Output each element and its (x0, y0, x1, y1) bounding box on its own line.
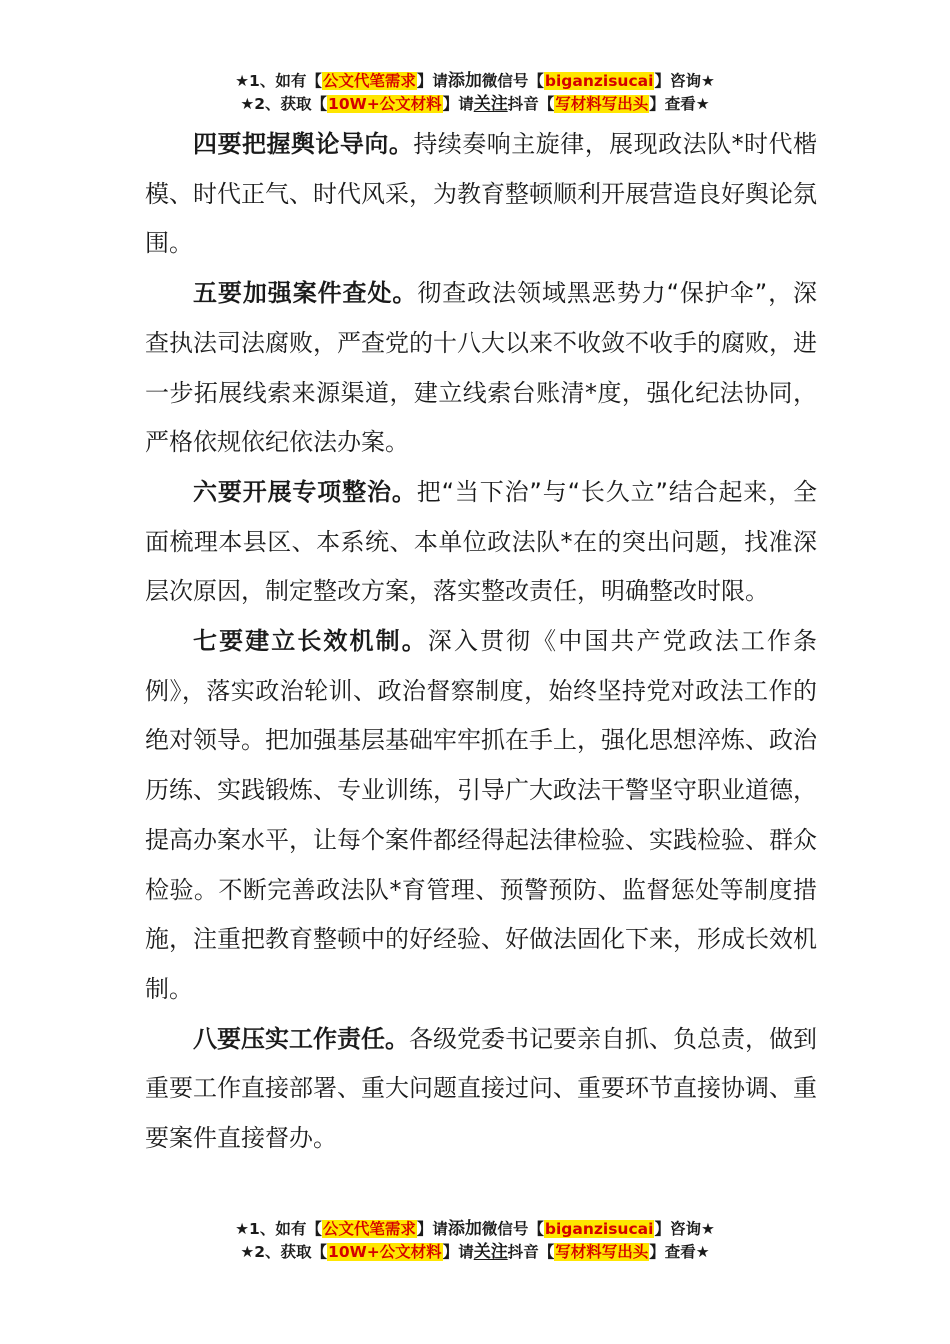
banner-text: 】查看★ (649, 95, 710, 113)
paragraph-8 (145, 1015, 817, 1164)
banner-highlight: biganzisucai (544, 1220, 654, 1238)
paragraph-6 (145, 468, 817, 617)
banner-emphasis: 添加 (447, 71, 482, 91)
banner-highlight: 10W+公文材料 (328, 1243, 442, 1261)
banner-emphasis: 关注 (473, 1242, 508, 1262)
banner-line-2 (0, 1241, 950, 1264)
paragraph-text: 各级党委书记要亲自抓、负总责，做到重要工作直接部署、重大问题直接过问、重要环节直接协调、重要案件直接督办。 (145, 1024, 817, 1153)
banner-highlight: 10W+公文材料 (328, 95, 442, 113)
banner-text: ★1、如有【 (235, 72, 322, 90)
banner-text: 】请 (416, 72, 448, 90)
paragraph-text: 持续奏响主旋律，展现政法队*时代楷模、时代正气、时代风采，为教育整顿顺利开展营造良好舆论氛围。 (145, 130, 818, 258)
paragraph-lead: 六要开展专项整治。 (193, 477, 417, 506)
banner-text: 】咨询★ (654, 72, 715, 90)
banner-highlight: 写材料写出头 (555, 1243, 649, 1261)
paragraph-text: 把“当下治”与“长久立”结合起来，全面梳理本县区、本系统、本单位政法队*在的突出问题，找准深层次原因，制定整改方案，落实整改责任，明确整改时限。 (145, 477, 818, 606)
banner-text: 】请 (416, 1220, 448, 1238)
paragraph-5 (145, 269, 817, 468)
banner-text: 微信号【 (481, 1220, 544, 1238)
paragraph-7 (145, 617, 817, 1015)
banner-line-1 (0, 1218, 950, 1241)
banner-text: ★2、获取【 (240, 95, 328, 113)
paragraph-4 (145, 120, 817, 269)
paragraph-lead: 七要建立长效机制。 (193, 627, 428, 656)
banner-line-1 (0, 70, 950, 93)
banner-highlight: 公文代笔需求 (322, 1220, 416, 1238)
banner-emphasis: 添加 (447, 1219, 482, 1239)
banner-text: ★1、如有【 (235, 1220, 322, 1238)
banner-text: 】请 (442, 1243, 474, 1261)
banner-highlight: biganzisucai (544, 72, 654, 90)
paragraph-lead: 四要把握舆论导向。 (193, 130, 414, 158)
paragraph-text: 彻查政法领域黑恶势力“保护伞”，深查执法司法腐败，严查党的十八大以来不收敛不收手的腐败，进一步拓展线索来源渠道，建立线索台账清*度，强化纪法协同，严格依规依纪依法办案。 (145, 279, 817, 457)
banner-line-2 (0, 93, 950, 116)
banner-text: 】请 (442, 95, 474, 113)
paragraph-lead: 五要加强案件查处。 (193, 279, 418, 308)
paragraph-text: 深入贯彻《中国共产党政法工作条例》，落实政治轮训、政治督察制度，始终坚持党对政法工作的绝对领导。把加强基层基础牢牢抓在手上，强化思想淬炼、政治历练、实践锻炼、专业训练，引导广大政法干警坚守职业道德，提高办案水平，让每个案件都经得起法律检验、实践检验、群众检验。不断完善政法队*育管理、预警预防、监督惩处等制度措施，注重把教育整顿中的好经验、好做法固化下来，形成长效机制。 (145, 627, 818, 1003)
banner-text: 】咨询★ (654, 1220, 715, 1238)
document-body (145, 120, 817, 1164)
banner-text: 微信号【 (481, 72, 544, 90)
banner-highlight: 写材料写出头 (555, 95, 649, 113)
footer-banner (0, 1218, 950, 1264)
banner-text: 抖音【 (507, 1243, 555, 1261)
banner-text: ★2、获取【 (240, 1243, 328, 1261)
banner-text: 抖音【 (507, 95, 555, 113)
banner-highlight: 公文代笔需求 (322, 72, 416, 90)
header-banner (0, 70, 950, 116)
banner-emphasis: 关注 (473, 94, 508, 114)
paragraph-lead: 八要压实工作责任。 (193, 1024, 409, 1053)
banner-text: 】查看★ (649, 1243, 710, 1261)
